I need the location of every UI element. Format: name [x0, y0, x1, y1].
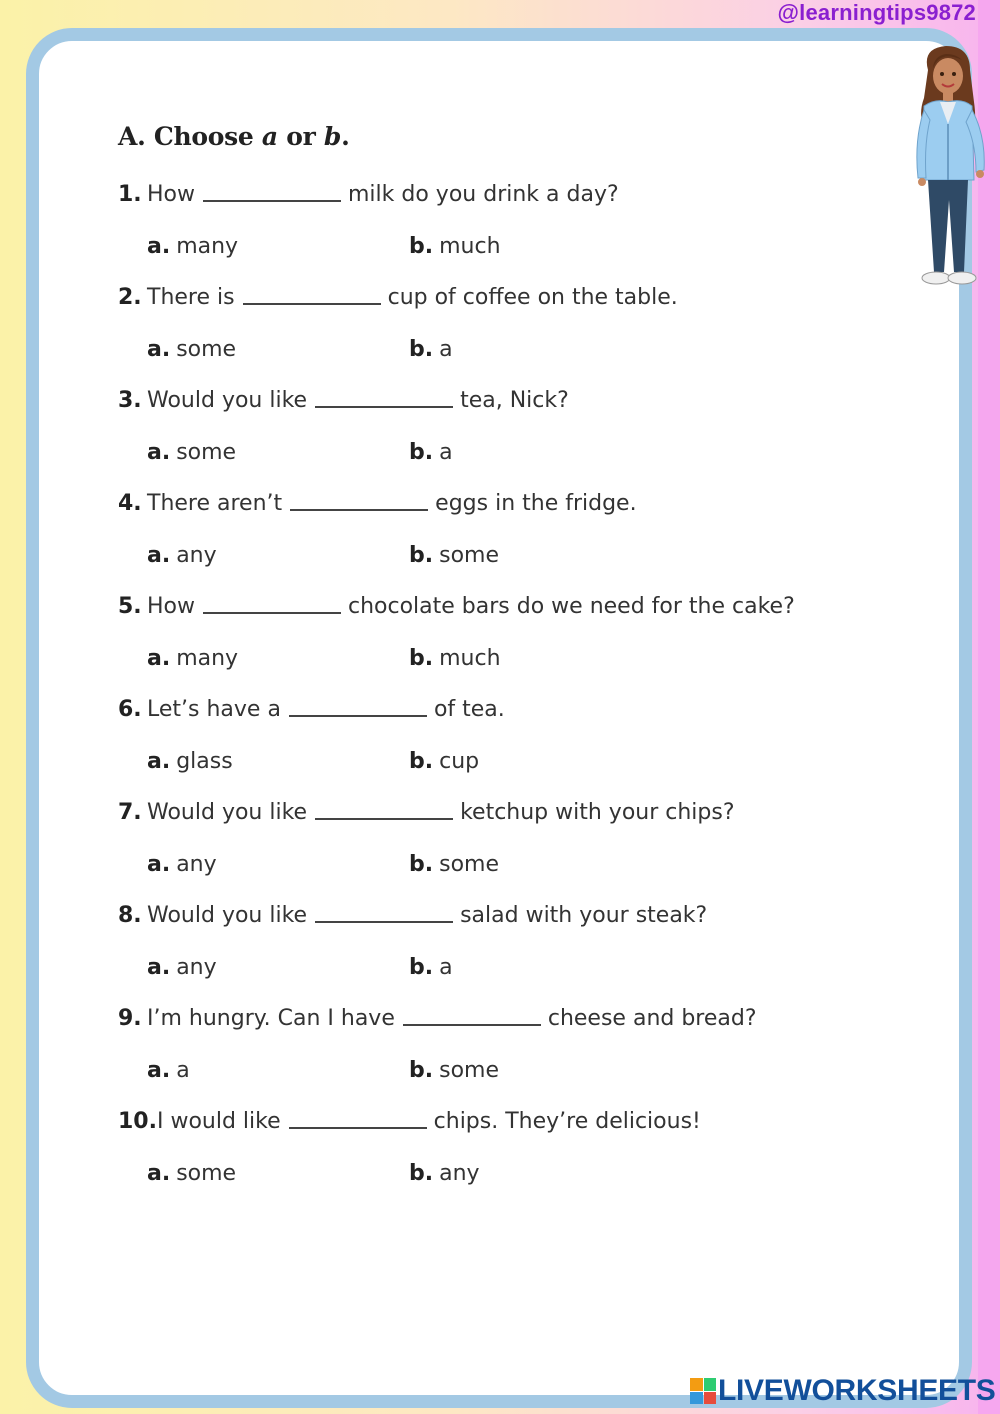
answer-blank[interactable] — [289, 1127, 427, 1129]
answer-blank[interactable] — [403, 1024, 541, 1026]
brand-footer[interactable] — [690, 1374, 996, 1408]
section-title: A. Choose a or b. — [118, 122, 350, 151]
answer-blank[interactable] — [203, 612, 341, 614]
question-2: 2. There is cup of coffee on the table. — [118, 285, 678, 310]
option-7b[interactable]: b. some — [409, 852, 499, 877]
answer-blank[interactable] — [315, 406, 453, 408]
option-3a[interactable]: a. some — [147, 440, 237, 465]
answer-blank[interactable] — [243, 303, 381, 305]
watermark-handle: @learningtips9872 — [777, 0, 976, 25]
option-4a[interactable]: a. any — [147, 543, 217, 568]
option-6a[interactable]: a. glass — [147, 749, 233, 774]
option-2b[interactable]: b. a — [409, 337, 453, 362]
answer-blank[interactable] — [290, 509, 428, 511]
option-6b[interactable]: b. cup — [409, 749, 480, 774]
option-3b[interactable]: b. a — [409, 440, 453, 465]
option-5b[interactable]: b. much — [409, 646, 501, 671]
brand-name: LIVEWORKSHEETS — [718, 1374, 996, 1407]
question-5: 5. How chocolate bars do we need for the cake? — [118, 594, 795, 619]
option-7a[interactable]: a. any — [147, 852, 217, 877]
option-1b[interactable]: b. much — [409, 234, 501, 259]
option-4b[interactable]: b. some — [409, 543, 499, 568]
question-6: 6. Let’s have a of tea. — [118, 697, 505, 722]
option-2a[interactable]: a. some — [147, 337, 237, 362]
question-8: 8. Would you like salad with your steak? — [118, 903, 708, 928]
answer-blank[interactable] — [203, 200, 341, 202]
answer-blank[interactable] — [315, 818, 453, 820]
teacher-character-icon — [906, 40, 992, 294]
option-9b[interactable]: b. some — [409, 1058, 499, 1083]
option-1a[interactable]: a. many — [147, 234, 239, 259]
question-1: 1. How milk do you drink a day? — [118, 182, 619, 207]
option-10b[interactable]: b. any — [409, 1161, 480, 1186]
option-10a[interactable]: a. some — [147, 1161, 237, 1186]
option-9a[interactable]: a. a — [147, 1058, 190, 1083]
question-10: 10.I would like chips. They’re delicious! — [118, 1109, 701, 1134]
option-8b[interactable]: b. a — [409, 955, 453, 980]
liveworksheets-logo-icon — [690, 1378, 716, 1404]
question-3: 3. Would you like tea, Nick? — [118, 388, 569, 413]
answer-blank[interactable] — [289, 715, 427, 717]
question-7: 7. Would you like ketchup with your chips? — [118, 800, 735, 825]
option-8a[interactable]: a. any — [147, 955, 217, 980]
question-9: 9. I’m hungry. Can I have cheese and bread? — [118, 1006, 757, 1031]
answer-blank[interactable] — [315, 921, 453, 923]
option-5a[interactable]: a. many — [147, 646, 239, 671]
question-4: 4. There aren’t eggs in the fridge. — [118, 491, 637, 516]
